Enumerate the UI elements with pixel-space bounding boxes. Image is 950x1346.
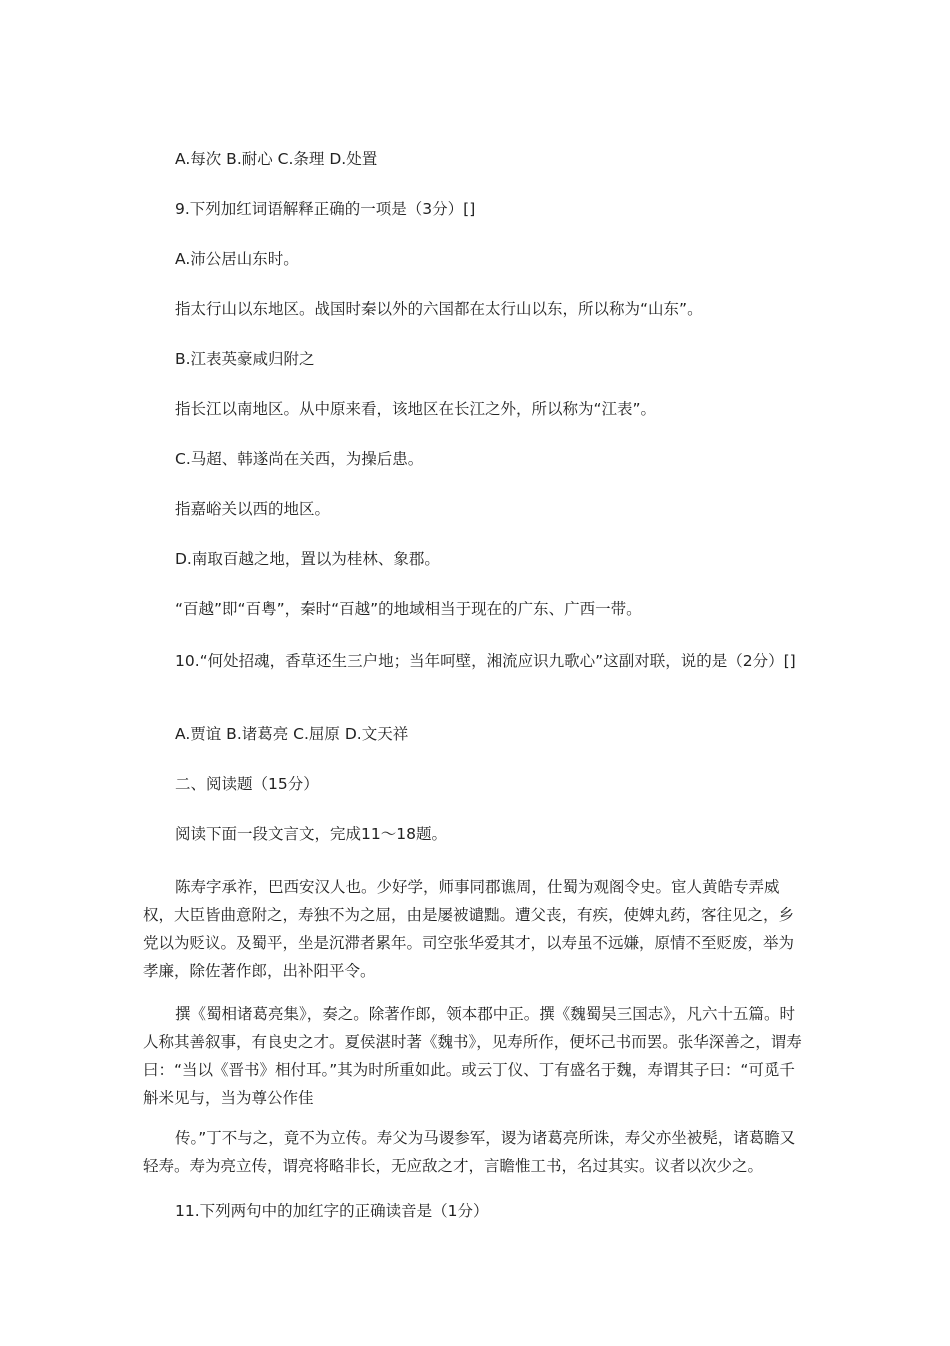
q10-title: 10.“何处招魂，香草还生三户地；当年呵壁，湘流应识九歌心”这副对联，说的是（2分）[] bbox=[175, 652, 796, 670]
q11-title: 11.下列两句中的加红字的正确读音是（1分） bbox=[175, 1202, 489, 1220]
q9-title: 9.下列加红词语解释正确的一项是（3分）[] bbox=[175, 200, 476, 218]
section2-title: 二、阅读题（15分） bbox=[175, 775, 319, 793]
q8-options: A.每次 B.耐心 C.条理 D.处置 bbox=[175, 150, 378, 168]
q9-option-c: C.马超、韩遂尚在关西，为操后患。 bbox=[175, 450, 424, 468]
q9-option-a-note: 指太行山以东地区。战国时秦以外的六国都在太行山以东，所以称为“山东”。 bbox=[175, 300, 703, 318]
q9-option-d-note: “百越”即“百粤”，秦时“百越”的地域相当于现在的广东、广西一带。 bbox=[175, 600, 642, 618]
section2-intro: 阅读下面一段文言文，完成11～18题。 bbox=[175, 825, 447, 843]
passage-paragraph-3: 传。”丁不与之，竟不为立传。寿父为马谡参军，谡为诸葛亮所诛，寿父亦坐被髡，诸葛瞻又轻寿。寿为亮立传，谓亮将略非长，无应敌之才，言瞻惟工书，名过其实。议者以次少之。 bbox=[143, 1129, 796, 1175]
q9-option-d: D.南取百越之地，置以为桂林、象郡。 bbox=[175, 550, 440, 568]
passage-paragraph-1: 陈寿字承祚，巴西安汉人也。少好学，师事同郡谯周，仕蜀为观阁令史。宦人黄皓专弄威权，大臣皆曲意附之，寿独不为之屈，由是屡被谴黜。遭父丧，有疾，使婢丸药，客往见之，乡党以为贬议。及蜀平，坐是沉滞者累年。司空张华爱其才，以寿虽不远嫌，原情不至贬废，举为孝廉，除佐著作郎，出补阳平令。 bbox=[143, 878, 795, 980]
passage-paragraph-2: 撰《蜀相诸葛亮集》，奏之。除著作郎，领本郡中正。撰《魏蜀吴三国志》，凡六十五篇。时人称其善叙事，有良史之才。夏侯湛时著《魏书》，见寿所作，便坏己书而罢。张华深善之，谓寿曰：“当以《晋书》相付耳。”其为时所重如此。或云丁仪、丁有盛名于魏，寿谓其子曰：“可觅千斛米见与，当为尊公作佳 bbox=[143, 1005, 802, 1107]
q9-option-a: A.沛公居山东时。 bbox=[175, 250, 299, 268]
q9-option-b-note: 指长江以南地区。从中原来看，该地区在长江之外，所以称为“江表”。 bbox=[175, 400, 657, 418]
q10-options: A.贾谊 B.诸葛亮 C.屈原 D.文天祥 bbox=[175, 725, 409, 743]
q9-option-c-note: 指嘉峪关以西的地区。 bbox=[175, 500, 331, 518]
q9-option-b: B.江表英豪咸归附之 bbox=[175, 350, 315, 368]
